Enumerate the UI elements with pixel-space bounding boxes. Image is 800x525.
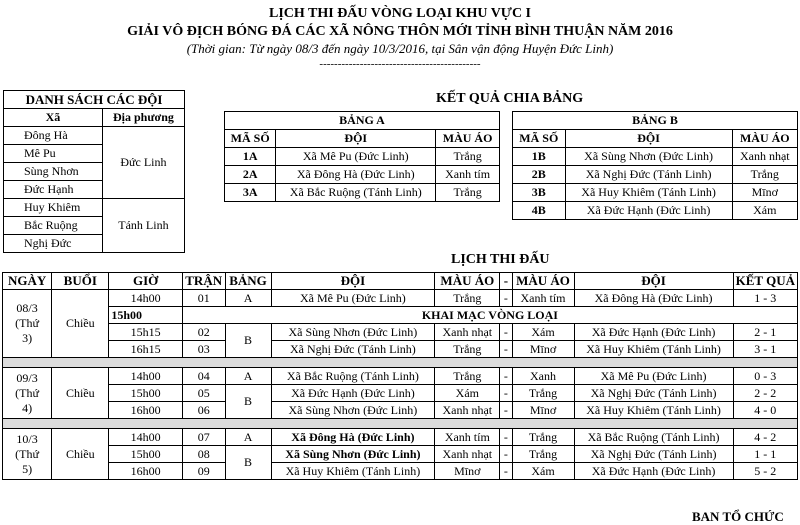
match-result: 1 - 3 — [733, 290, 797, 307]
col-color: MÀU ÁO — [436, 130, 500, 148]
match-time: 16h15 — [109, 341, 182, 358]
table-row — [3, 368, 798, 385]
col-dash: - — [500, 273, 512, 290]
team-name: Đông Hà — [4, 127, 103, 145]
group-code: 3B — [513, 184, 566, 202]
group-code: 3A — [225, 184, 276, 202]
day-cell — [3, 429, 52, 480]
match-color2: Trắng — [512, 385, 574, 402]
day-date: 09/3 — [16, 370, 38, 385]
match-no: 06 — [182, 402, 225, 419]
group-code: 2B — [513, 166, 566, 184]
day-dow: (Thứ — [15, 385, 40, 400]
match-time: 16h00 — [109, 463, 182, 480]
match-color1: Xanh nhạt — [435, 324, 500, 341]
group-color: Xanh nhạt — [732, 148, 797, 166]
match-team2: Xã Mê Pu (Đức Linh) — [574, 368, 733, 385]
team-name: Bắc Ruộng — [4, 217, 103, 235]
col-color: MÀU ÁO — [732, 130, 797, 148]
opening-label: KHAI MẠC VÒNG LOẠI — [182, 307, 797, 324]
match-team2: Xã Đức Hạnh (Đức Linh) — [574, 324, 733, 341]
match-dash: - — [500, 341, 512, 358]
schedule-table — [2, 272, 798, 480]
match-no: 07 — [182, 429, 225, 446]
group-a-title: BẢNG A — [225, 112, 500, 130]
opening-time: 15h00 — [109, 307, 182, 324]
match-time: 15h15 — [109, 324, 182, 341]
table-row — [3, 290, 798, 307]
group-team: Xã Sùng Nhơn (Đức Linh) — [565, 148, 732, 166]
col-session: BUỔI — [52, 273, 109, 290]
col-code: MÃ SỐ — [513, 130, 566, 148]
match-result: 4 - 0 — [733, 402, 797, 419]
match-no: 09 — [182, 463, 225, 480]
match-dash: - — [500, 324, 512, 341]
match-dash: - — [500, 290, 512, 307]
match-color1: Trắng — [435, 290, 500, 307]
group-color: Mīnơ — [732, 184, 797, 202]
match-result: 0 - 3 — [733, 368, 797, 385]
match-result: 4 - 2 — [733, 429, 797, 446]
match-dash: - — [500, 368, 512, 385]
match-color2: Xám — [512, 463, 574, 480]
col-match: TRẬN — [182, 273, 225, 290]
group-team: Xã Bắc Ruộng (Tánh Linh) — [276, 184, 436, 202]
table-row — [3, 402, 798, 419]
table-row — [3, 341, 798, 358]
team-name: Huy Khiêm — [4, 199, 103, 217]
session-cell: Chiều — [52, 368, 109, 419]
group-color: Xanh tím — [436, 166, 500, 184]
match-color2: Mīnơ — [512, 402, 574, 419]
match-time: 14h00 — [109, 368, 182, 385]
day-cell — [3, 368, 52, 419]
col-team1: ĐỘI — [271, 273, 435, 290]
match-color2: Xanh — [512, 368, 574, 385]
schedule-title: LỊCH THI ĐẤU — [451, 252, 550, 267]
day-date: 10/3 — [16, 431, 38, 446]
group-color: Trắng — [436, 148, 500, 166]
day-separator — [3, 358, 798, 368]
match-time: 16h00 — [109, 402, 182, 419]
match-team2: Xã Đông Hà (Đức Linh) — [574, 290, 733, 307]
group-team: Xã Đức Hạnh (Đức Linh) — [565, 202, 732, 220]
match-time: 15h00 — [109, 385, 182, 402]
match-result: 1 - 1 — [733, 446, 797, 463]
match-time: 14h00 — [109, 429, 182, 446]
match-team1: Xã Huy Khiêm (Tánh Linh) — [271, 463, 435, 480]
group-result-title: KẾT QUẢ CHIA BẢNG — [436, 91, 584, 106]
col-xa: Xã — [4, 109, 103, 127]
match-color1: Mīnơ — [435, 463, 500, 480]
match-color1: Xanh nhạt — [435, 446, 500, 463]
team-list-table — [3, 90, 185, 253]
match-color2: Trắng — [512, 429, 574, 446]
match-team1: Xã Đông Hà (Đức Linh) — [271, 429, 435, 446]
col-result: KẾT QUẢ — [733, 273, 797, 290]
match-time: 15h00 — [109, 446, 182, 463]
col-code: MÃ SỐ — [225, 130, 276, 148]
match-team1: Xã Sùng Nhơn (Đức Linh) — [271, 402, 435, 419]
match-team1: Xã Nghị Đức (Tánh Linh) — [271, 341, 435, 358]
table-row — [3, 429, 798, 446]
match-color2: Xám — [512, 324, 574, 341]
match-team1: Xã Sùng Nhơn (Đức Linh) — [271, 446, 435, 463]
match-no: 02 — [182, 324, 225, 341]
group-team: Xã Mê Pu (Đức Linh) — [276, 148, 436, 166]
match-group: A — [225, 368, 271, 385]
group-code: 1A — [225, 148, 276, 166]
day-dow: (Thứ — [15, 446, 40, 461]
day-dow-num: 4) — [22, 400, 33, 415]
organizer-signature: BAN TỔ CHỨC — [692, 509, 784, 524]
match-result: 2 - 2 — [733, 385, 797, 402]
day-date: 08/3 — [16, 301, 38, 315]
group-code: 1B — [513, 148, 566, 166]
col-color1: MÀU ÁO — [435, 273, 500, 290]
col-team: ĐỘI — [276, 130, 436, 148]
match-result: 5 - 2 — [733, 463, 797, 480]
group-b-title: BẢNG B — [513, 112, 798, 130]
day-dow-num: 3) — [22, 331, 33, 345]
col-group: BẢNG — [225, 273, 271, 290]
match-dash: - — [500, 463, 512, 480]
match-result: 2 - 1 — [733, 324, 797, 341]
match-color1: Xanh nhạt — [435, 402, 500, 419]
match-color1: Xám — [435, 385, 500, 402]
match-result: 3 - 1 — [733, 341, 797, 358]
match-color1: Trắng — [435, 341, 500, 358]
match-no: 04 — [182, 368, 225, 385]
col-time: GIỜ — [109, 273, 182, 290]
match-color2: Xanh tím — [512, 290, 574, 307]
match-color1: Xanh tím — [435, 429, 500, 446]
session-cell: Chiều — [52, 290, 109, 358]
team-name: Đức Hạnh — [4, 181, 103, 199]
group-a-table — [224, 111, 500, 202]
table-row — [3, 385, 798, 402]
team-list-title: DANH SÁCH CÁC ĐỘI — [4, 91, 185, 109]
group-team: Xã Huy Khiêm (Tánh Linh) — [565, 184, 732, 202]
match-team2: Xã Đức Hạnh (Đức Linh) — [574, 463, 733, 480]
day-dow: (Thứ — [15, 316, 40, 330]
match-color2: Mīnơ — [512, 341, 574, 358]
match-no: 03 — [182, 341, 225, 358]
day-cell — [3, 290, 52, 358]
doc-title: LỊCH THI ĐẤU VÒNG LOẠI KHU VỰC I — [268, 6, 532, 21]
doc-time-place: (Thời gian: Từ ngày 08/3 đến ngày 10/3/2016, tại Sân vận động Huyện Đức Linh) — [186, 41, 614, 56]
table-row — [3, 463, 798, 480]
match-dash: - — [500, 385, 512, 402]
col-team: ĐỘI — [565, 130, 732, 148]
team-name: Nghị Đức — [4, 235, 103, 253]
group-team: Xã Đông Hà (Đức Linh) — [276, 166, 436, 184]
table-row — [3, 446, 798, 463]
group-code: 2A — [225, 166, 276, 184]
match-no: 08 — [182, 446, 225, 463]
match-color1: Trắng — [435, 368, 500, 385]
group-color: Trắng — [732, 166, 797, 184]
match-group: A — [225, 429, 271, 446]
match-no: 05 — [182, 385, 225, 402]
group-team: Xã Nghị Đức (Tánh Linh) — [565, 166, 732, 184]
match-team1: Xã Sùng Nhơn (Đức Linh) — [271, 324, 435, 341]
match-no: 01 — [182, 290, 225, 307]
col-team2: ĐỘI — [574, 273, 733, 290]
col-local: Địa phương — [102, 109, 184, 127]
title-divider: -------------------------------------------- — [319, 58, 481, 70]
match-team2: Xã Nghị Đức (Tánh Linh) — [574, 446, 733, 463]
match-team2: Xã Huy Khiêm (Tánh Linh) — [574, 402, 733, 419]
match-team2: Xã Huy Khiêm (Tánh Linh) — [574, 341, 733, 358]
col-color2: MÀU ÁO — [512, 273, 574, 290]
day-dow-num: 5) — [22, 461, 33, 476]
opening-row — [3, 307, 798, 324]
match-team2: Xã Nghị Đức (Tánh Linh) — [574, 385, 733, 402]
table-row — [3, 324, 798, 341]
group-color: Trắng — [436, 184, 500, 202]
group-code: 4B — [513, 202, 566, 220]
day-separator — [3, 419, 798, 429]
match-group: B — [225, 385, 271, 419]
team-local: Đức Linh — [102, 127, 184, 199]
group-b-table — [512, 111, 798, 220]
match-team1: Xã Mê Pu (Đức Linh) — [271, 290, 435, 307]
team-local: Tánh Linh — [102, 199, 184, 253]
match-time: 14h00 — [109, 290, 182, 307]
team-name: Mê Pu — [4, 145, 103, 163]
match-dash: - — [500, 402, 512, 419]
team-name: Sùng Nhơn — [4, 163, 103, 181]
match-dash: - — [500, 429, 512, 446]
match-team1: Xã Đức Hạnh (Đức Linh) — [271, 385, 435, 402]
doc-subtitle: GIẢI VÔ ĐỊCH BÓNG ĐÁ CÁC XÃ NÔNG THÔN MỚI TỈNH BÌNH THUẬN NĂM 2016 — [127, 24, 673, 39]
match-team1: Xã Bắc Ruộng (Tánh Linh) — [271, 368, 435, 385]
group-color: Xám — [732, 202, 797, 220]
match-group: B — [225, 324, 271, 358]
session-cell: Chiều — [52, 429, 109, 480]
match-group: A — [225, 290, 271, 307]
match-group: B — [225, 446, 271, 480]
col-day: NGÀY — [3, 273, 52, 290]
match-color2: Trắng — [512, 446, 574, 463]
match-team2: Xã Bắc Ruộng (Tánh Linh) — [574, 429, 733, 446]
match-dash: - — [500, 446, 512, 463]
